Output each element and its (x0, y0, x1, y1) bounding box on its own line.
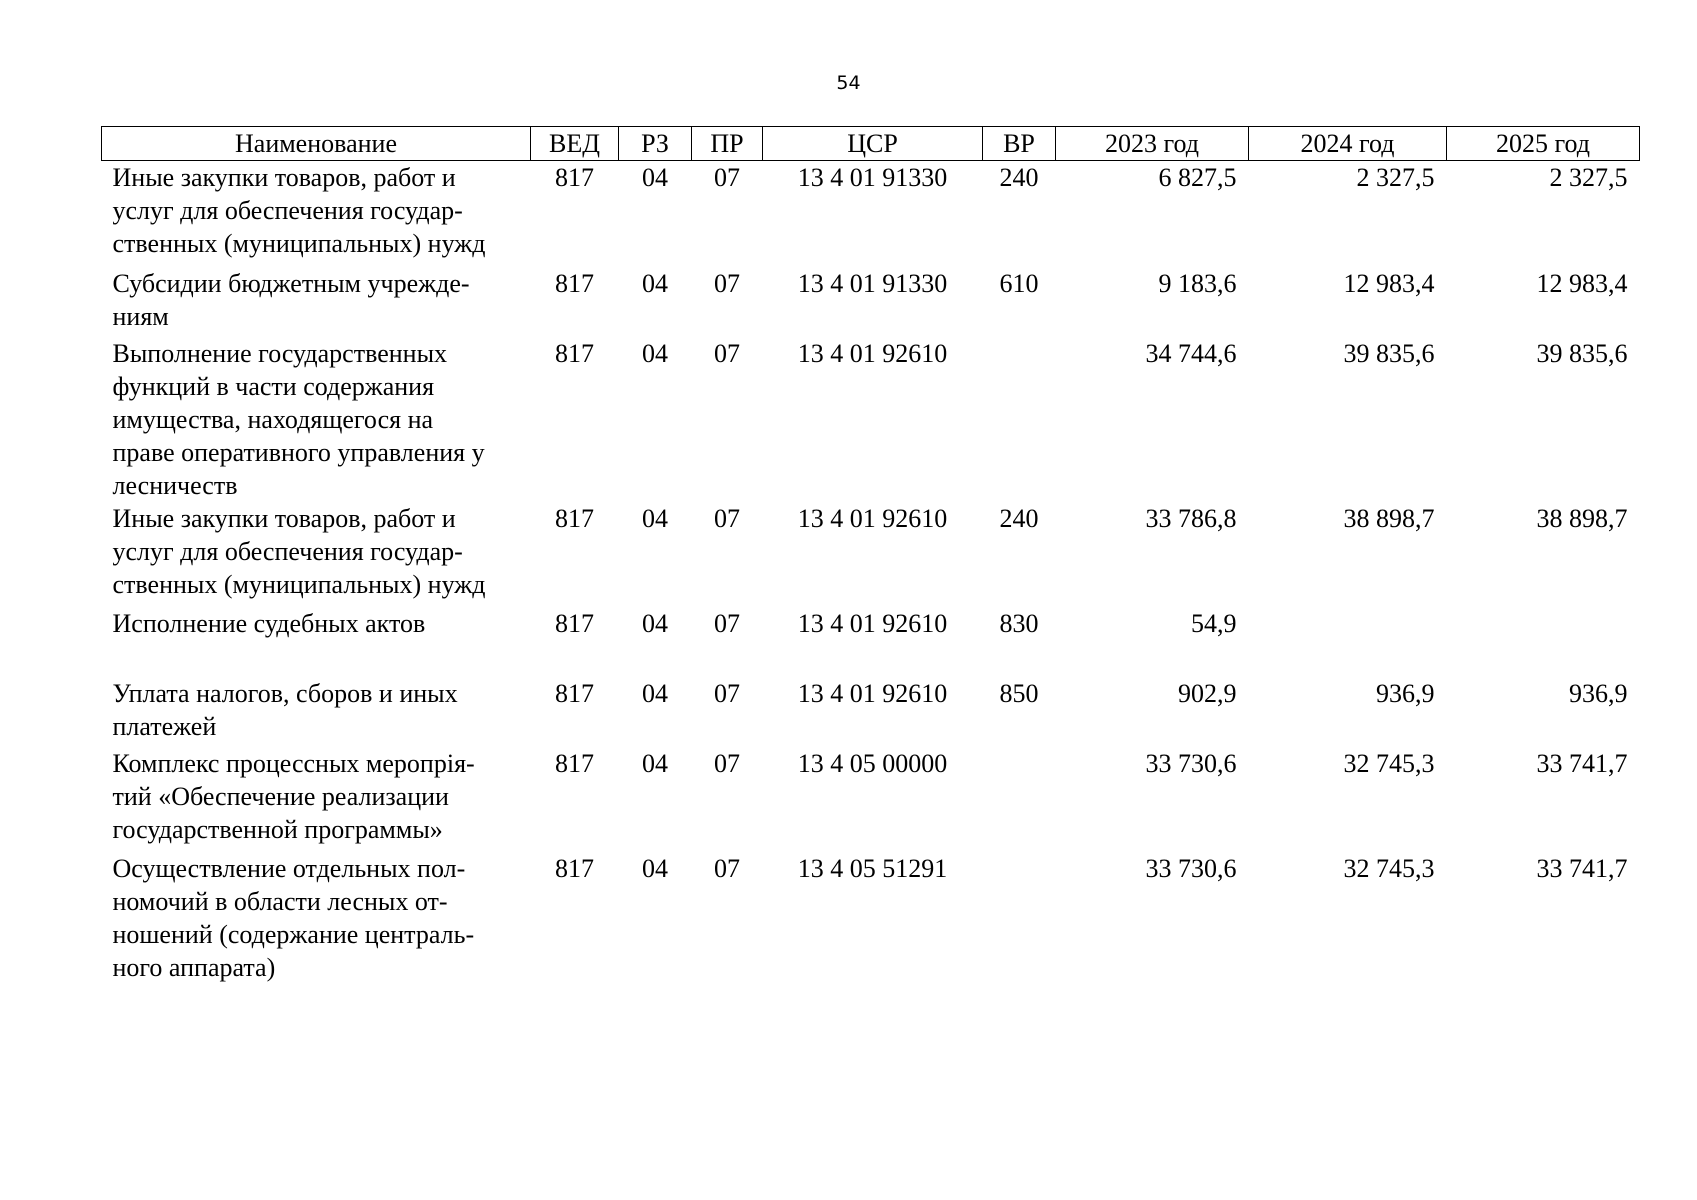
cell-name (102, 747, 531, 852)
cell-csr: 13 4 05 51291 (797, 853, 948, 883)
cell-name (102, 337, 531, 502)
cell-2023: 33 786,8 (1145, 503, 1237, 533)
cell-name (102, 852, 531, 992)
table-row (102, 747, 1640, 852)
name-line: Комплекс процессных меропрія- (112, 748, 475, 778)
cell-name (102, 502, 531, 607)
cell-2024: 39 835,6 (1343, 338, 1435, 368)
cell-2025: 39 835,6 (1536, 338, 1628, 368)
cell-2025: 936,9 (1569, 678, 1628, 708)
cell-2025: 33 741,7 (1536, 748, 1628, 778)
cell-2023: 34 744,6 (1145, 338, 1237, 368)
header-2023: 2023 год (1056, 127, 1249, 161)
header-rz: РЗ (619, 127, 692, 161)
cell-rz: 04 (642, 268, 668, 298)
cell-2024: 32 745,3 (1343, 853, 1435, 883)
name-line: имущества, находящегося на (112, 404, 434, 434)
name-line: ниям (112, 301, 169, 331)
table-row (102, 852, 1640, 992)
table-row (102, 337, 1640, 502)
name-line: Уплата налогов, сборов и иных (112, 678, 458, 708)
page-number: 54 (836, 72, 861, 94)
cell-2023: 9 183,6 (1158, 268, 1237, 298)
cell-vr: 610 (999, 268, 1039, 298)
name-line: функций в части содержания (112, 371, 435, 401)
cell-rz: 04 (642, 678, 668, 708)
cell-pr: 07 (714, 338, 740, 368)
name-line: номочий в области лесных от- (112, 886, 448, 916)
table-header-row (102, 127, 1640, 161)
cell-2024: 38 898,7 (1343, 503, 1435, 533)
cell-2024: 32 745,3 (1343, 748, 1435, 778)
name-line: платежей (112, 711, 217, 741)
cell-rz: 04 (642, 503, 668, 533)
header-2024: 2024 год (1249, 127, 1447, 161)
cell-2024 (1249, 607, 1447, 677)
cell-name (102, 161, 531, 267)
name-line: ного аппарата) (112, 952, 276, 982)
cell-ved: 817 (555, 678, 594, 708)
cell-pr: 07 (714, 503, 740, 533)
cell-ved: 817 (555, 853, 594, 883)
cell-vr (983, 747, 1056, 852)
cell-rz: 04 (642, 748, 668, 778)
cell-2024: 936,9 (1376, 678, 1435, 708)
name-line: государственной программы» (112, 814, 443, 844)
cell-2023: 54,9 (1191, 608, 1237, 638)
cell-vr: 240 (999, 163, 1039, 192)
cell-name (102, 607, 531, 677)
header-csr: ЦСР (763, 127, 983, 161)
cell-vr (983, 337, 1056, 502)
name-line: Выполнение государственных (112, 338, 448, 368)
name-line: Исполнение судебных актов (112, 608, 426, 638)
cell-csr: 13 4 01 92610 (797, 678, 948, 708)
name-line: Иные закупки товаров, работ и (112, 163, 456, 192)
cell-ved: 817 (555, 748, 594, 778)
cell-csr: 13 4 01 91330 (797, 268, 948, 298)
cell-2023: 902,9 (1178, 678, 1237, 708)
header-ved: ВЕД (531, 127, 619, 161)
cell-2023: 33 730,6 (1145, 853, 1237, 883)
cell-rz: 04 (642, 163, 668, 192)
cell-2025: 12 983,4 (1536, 268, 1628, 298)
cell-ved: 817 (555, 608, 594, 638)
cell-ved: 817 (555, 503, 594, 533)
name-line: ственных (муниципальных) нужд (112, 569, 486, 599)
name-line: услуг для обеспечения государ- (112, 196, 463, 225)
name-line: ственных (муниципальных) нужд (112, 229, 486, 258)
header-2025: 2025 год (1447, 127, 1640, 161)
cell-vr (983, 852, 1056, 992)
cell-ved: 817 (555, 163, 594, 192)
cell-vr: 850 (999, 678, 1039, 708)
cell-2025: 2 327,5 (1549, 163, 1628, 192)
table-row (102, 502, 1640, 607)
name-line: Субсидии бюджетным учрежде- (112, 268, 470, 298)
cell-csr: 13 4 01 92610 (797, 608, 948, 638)
cell-pr: 07 (714, 268, 740, 298)
cell-rz: 04 (642, 608, 668, 638)
table-row (102, 677, 1640, 747)
cell-2023: 6 827,5 (1158, 163, 1237, 192)
table-row (102, 267, 1640, 337)
cell-csr: 13 4 01 91330 (797, 163, 948, 192)
cell-pr: 07 (714, 853, 740, 883)
cell-vr: 830 (999, 608, 1039, 638)
cell-ved: 817 (555, 268, 594, 298)
header-vr: ВР (983, 127, 1056, 161)
cell-csr: 13 4 05 00000 (797, 748, 948, 778)
cell-name (102, 267, 531, 337)
name-line: Осуществление отдельных пол- (112, 853, 466, 883)
cell-ved: 817 (555, 338, 594, 368)
cell-2023: 33 730,6 (1145, 748, 1237, 778)
name-line: услуг для обеспечения государ- (112, 536, 463, 566)
cell-rz: 04 (642, 853, 668, 883)
cell-pr: 07 (714, 608, 740, 638)
cell-pr: 07 (714, 678, 740, 708)
table-row (102, 161, 1640, 267)
cell-csr: 13 4 01 92610 (797, 338, 948, 368)
cell-vr: 240 (999, 503, 1039, 533)
table-body (102, 161, 1640, 992)
cell-pr: 07 (714, 748, 740, 778)
cell-2025 (1447, 607, 1640, 677)
name-line: праве оперативного управления у (112, 437, 485, 467)
cell-name (102, 677, 531, 747)
name-line: лесничеств (112, 470, 238, 500)
cell-csr: 13 4 01 92610 (797, 503, 948, 533)
cell-rz: 04 (642, 338, 668, 368)
name-line: ношений (содержание централь- (112, 919, 475, 949)
cell-pr: 07 (714, 163, 740, 192)
name-line: тий «Обеспечение реализации (112, 781, 449, 811)
name-line: Иные закупки товаров, работ и (112, 503, 456, 533)
cell-2025: 38 898,7 (1536, 503, 1628, 533)
table-row (102, 607, 1640, 677)
header-name: Наименование (102, 127, 531, 161)
cell-2024: 12 983,4 (1343, 268, 1435, 298)
header-pr: ПР (692, 127, 763, 161)
budget-table (101, 126, 1640, 992)
cell-2025: 33 741,7 (1536, 853, 1628, 883)
cell-2024: 2 327,5 (1356, 163, 1435, 192)
